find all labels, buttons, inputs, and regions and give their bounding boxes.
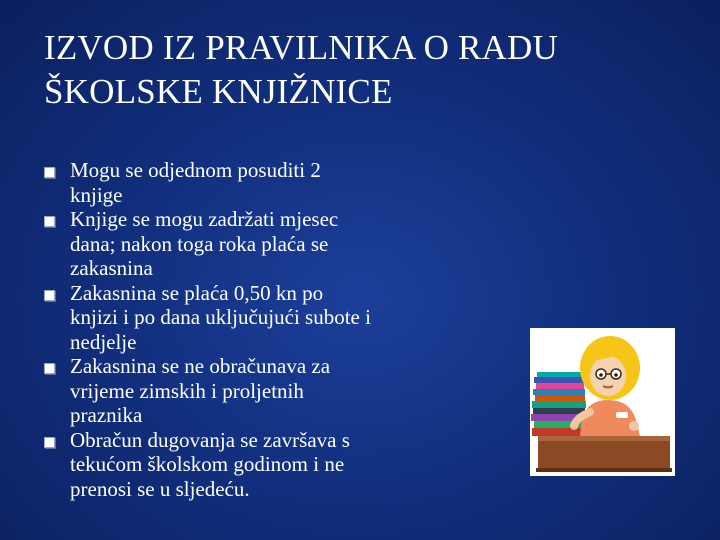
slide-title-line-2: ŠKOLSKE KNJIŽNICE xyxy=(44,72,393,111)
list-item-text: Zakasnina se plaća 0,50 kn po xyxy=(70,280,324,305)
list-item-text: dana; nakon toga roka plaća se xyxy=(70,231,329,256)
librarian-illustration xyxy=(530,328,675,476)
list-item xyxy=(44,428,434,502)
list-item-text: Knjige se mogu zadržati mjesec xyxy=(70,207,339,231)
list-item xyxy=(44,207,434,281)
list-item-text: Obračun dugovanja se završava s xyxy=(70,427,350,452)
list-item-text: knjige xyxy=(70,182,123,207)
list-item xyxy=(44,354,434,428)
slide-title xyxy=(44,26,684,114)
slide-title-line-1: IZVOD IZ PRAVILNIKA O RADU xyxy=(44,28,558,67)
list-item-text: vrijeme zimskih i proljetnih xyxy=(70,378,304,403)
list-item-text: knjizi i po dana uključujući subote i xyxy=(70,305,371,329)
rules-list xyxy=(44,158,434,501)
list-item-text: Zakasnina se ne obračunava za xyxy=(70,354,331,378)
list-item-text: tekućom školskom godinom i ne xyxy=(70,452,345,476)
desk xyxy=(538,436,670,470)
checkbox-bullet-icon xyxy=(44,167,55,178)
librarian-with-books-icon xyxy=(530,328,675,476)
list-item-text: zakasnina xyxy=(70,256,153,280)
checkbox-bullet-icon xyxy=(44,363,55,374)
checkbox-bullet-icon xyxy=(44,216,55,227)
librarian-body xyxy=(580,400,640,436)
list-item-text: nedjelje xyxy=(70,329,137,354)
list-item-text: Mogu se odjednom posuditi 2 xyxy=(70,158,321,182)
list-item xyxy=(44,158,434,207)
checkbox-bullet-icon xyxy=(44,437,55,448)
checkbox-bullet-icon xyxy=(44,290,55,301)
list-item-text: praznika xyxy=(70,403,143,427)
list-item xyxy=(44,281,434,355)
list-item-text: prenosi se u sljedeću. xyxy=(70,476,250,501)
